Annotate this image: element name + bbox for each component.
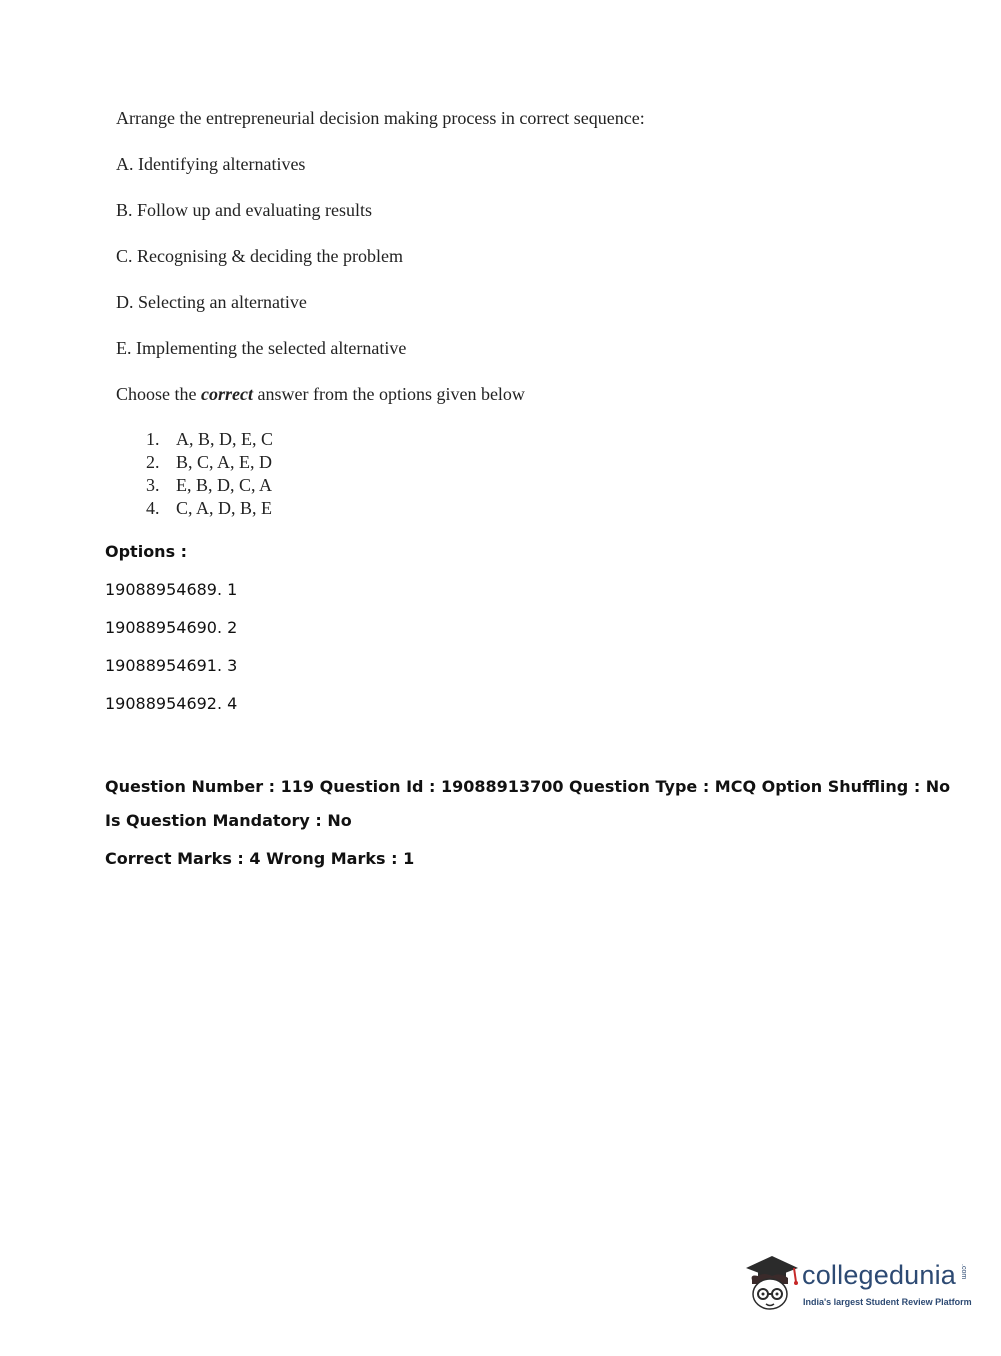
question-stem: Arrange the entrepreneurial decision making process in correct sequence: bbox=[116, 108, 645, 128]
sequence-option-4: 4. C, A, D, B, E bbox=[146, 498, 273, 518]
sequence-option-2: 2. B, C, A, E, D bbox=[146, 452, 273, 472]
option-item-1: 19088954689. 1 bbox=[105, 580, 238, 599]
statement-b: B. Follow up and evaluating results bbox=[116, 200, 372, 220]
statement-d: D. Selecting an alternative bbox=[116, 292, 307, 312]
option-item-3: 19088954691. 3 bbox=[105, 656, 238, 675]
mascot-icon bbox=[742, 1250, 802, 1320]
option-item-4: 19088954692. 4 bbox=[105, 694, 238, 713]
logo-tagline: India's largest Student Review Platform bbox=[803, 1297, 972, 1307]
question-meta-line: Question Number : 119 Question Id : 19088913700 Question Type : MCQ Option Shuffling : No bbox=[105, 777, 951, 796]
choose-instruction: Choose the correct answer from the options given below bbox=[116, 384, 525, 404]
logo-wordmark: collegedunia bbox=[802, 1260, 957, 1290]
statement-a: A. Identifying alternatives bbox=[116, 154, 306, 174]
statement-c: C. Recognising & deciding the problem bbox=[116, 246, 403, 266]
option-item-2: 19088954690. 2 bbox=[105, 618, 238, 637]
sequence-option-3: 3. E, B, D, C, A bbox=[146, 475, 273, 495]
statement-e: E. Implementing the selected alternative bbox=[116, 338, 407, 358]
marks-info: Correct Marks : 4 Wrong Marks : 1 bbox=[105, 849, 415, 868]
options-heading: Options : bbox=[105, 542, 188, 561]
logo-domain: .com bbox=[960, 1264, 967, 1280]
question-mandatory: Is Question Mandatory : No bbox=[105, 811, 352, 830]
collegedunia-logo bbox=[742, 1250, 972, 1320]
sequence-option-1: 1. A, B, D, E, C bbox=[146, 429, 274, 449]
